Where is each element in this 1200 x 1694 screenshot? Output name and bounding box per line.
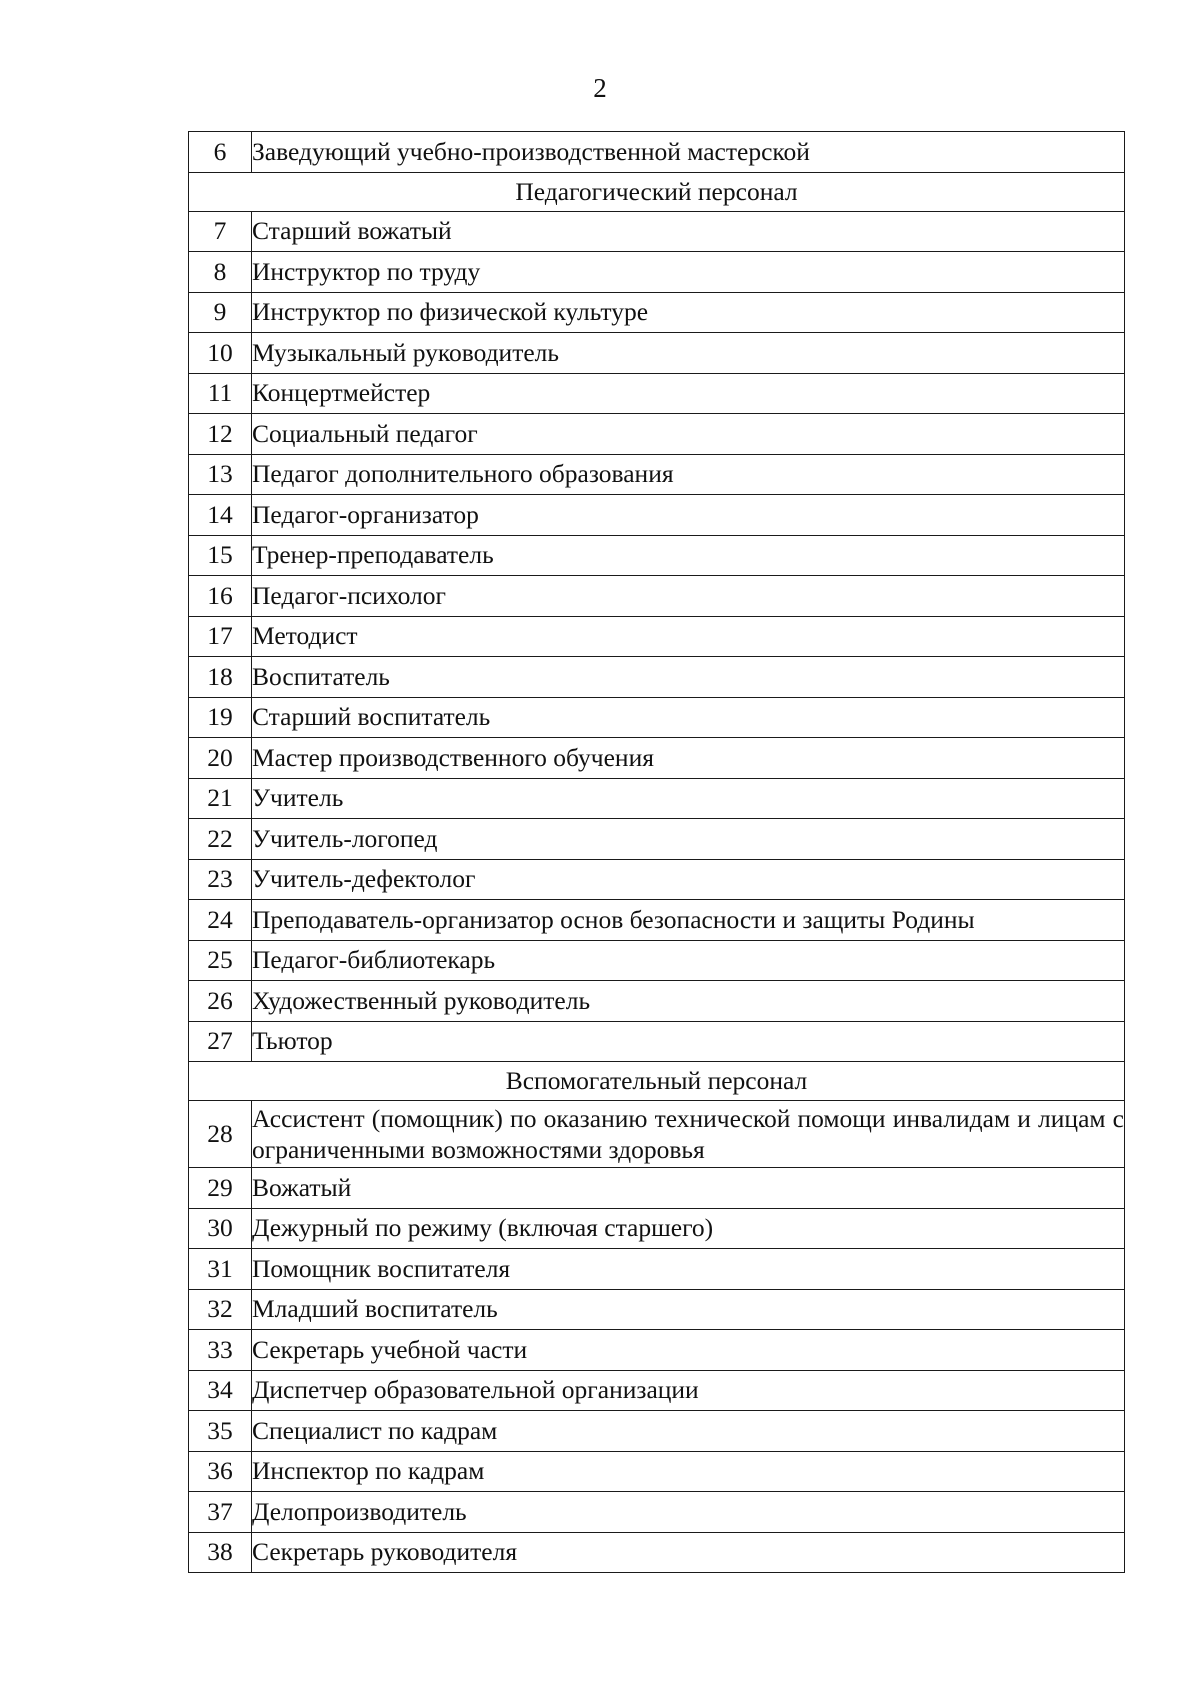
positions-table-body: [189, 132, 1125, 1573]
table-row: [189, 738, 1125, 779]
table-row: [189, 1168, 1125, 1209]
position-title: Педагог-организатор: [252, 495, 1125, 536]
table-row: [189, 1451, 1125, 1492]
position-title: Дежурный по режиму (включая старшего): [252, 1208, 1125, 1249]
row-number: 29: [189, 1168, 252, 1209]
table-row: [189, 940, 1125, 981]
table-row: [189, 1532, 1125, 1573]
row-number: 33: [189, 1330, 252, 1371]
table-row: [189, 1411, 1125, 1452]
position-title: Помощник воспитателя: [252, 1249, 1125, 1290]
page-number: 2: [593, 73, 607, 103]
row-number: 7: [189, 211, 252, 252]
table-row: [189, 1249, 1125, 1290]
row-number: 28: [189, 1101, 252, 1168]
table-row: [189, 657, 1125, 698]
table-row: [189, 414, 1125, 455]
table-row: [189, 292, 1125, 333]
position-title: Педагог-психолог: [252, 576, 1125, 617]
position-title: Педагог-библиотекарь: [252, 940, 1125, 981]
row-number: 15: [189, 535, 252, 576]
position-title: Секретарь руководителя: [252, 1532, 1125, 1573]
position-title: Тьютор: [252, 1021, 1125, 1062]
position-title: Тренер-преподаватель: [252, 535, 1125, 576]
position-title: Учитель: [252, 778, 1125, 819]
row-number: 36: [189, 1451, 252, 1492]
row-number: 27: [189, 1021, 252, 1062]
position-title: Младший воспитатель: [252, 1289, 1125, 1330]
table-row: [189, 252, 1125, 293]
table-row: [189, 1208, 1125, 1249]
row-number: 24: [189, 900, 252, 941]
position-title: Мастер производственного обучения: [252, 738, 1125, 779]
position-title: Инспектор по кадрам: [252, 1451, 1125, 1492]
row-number: 37: [189, 1492, 252, 1533]
position-title: Педагог дополнительного образования: [252, 454, 1125, 495]
table-row: [189, 1289, 1125, 1330]
position-title: Заведующий учебно-производственной мастерской: [252, 132, 1125, 173]
row-number: 11: [189, 373, 252, 414]
section-header-row: [189, 1062, 1125, 1101]
table-row: [189, 1370, 1125, 1411]
row-number: 34: [189, 1370, 252, 1411]
row-number: 16: [189, 576, 252, 617]
position-title: Концертмейстер: [252, 373, 1125, 414]
position-title: Воспитатель: [252, 657, 1125, 698]
row-number: 25: [189, 940, 252, 981]
table-row: [189, 373, 1125, 414]
position-title: Учитель-дефектолог: [252, 859, 1125, 900]
position-title: Специалист по кадрам: [252, 1411, 1125, 1452]
row-number: 21: [189, 778, 252, 819]
table-row: [189, 1021, 1125, 1062]
row-number: 10: [189, 333, 252, 374]
row-number: 19: [189, 697, 252, 738]
position-title: Социальный педагог: [252, 414, 1125, 455]
table-row: [189, 454, 1125, 495]
table-row: [189, 495, 1125, 536]
position-title: Инструктор по труду: [252, 252, 1125, 293]
table-row: [189, 616, 1125, 657]
position-title: Музыкальный руководитель: [252, 333, 1125, 374]
position-title: Ассистент (помощник) по оказанию технической помощи инвалидам и лицам с ограниченными возможностями здоровья: [252, 1101, 1125, 1168]
row-number: 32: [189, 1289, 252, 1330]
row-number: 31: [189, 1249, 252, 1290]
table-row: [189, 333, 1125, 374]
table-row: [189, 576, 1125, 617]
row-number: 14: [189, 495, 252, 536]
row-number: 20: [189, 738, 252, 779]
position-title: Старший вожатый: [252, 211, 1125, 252]
section-header: Вспомогательный персонал: [189, 1062, 1125, 1101]
position-title: Диспетчер образовательной организации: [252, 1370, 1125, 1411]
table-row: [189, 778, 1125, 819]
position-title: Методист: [252, 616, 1125, 657]
position-title: Вожатый: [252, 1168, 1125, 1209]
table-row: [189, 900, 1125, 941]
table-row: [189, 535, 1125, 576]
row-number: 12: [189, 414, 252, 455]
table-row: [189, 1492, 1125, 1533]
section-header-row: [189, 172, 1125, 211]
position-title: Инструктор по физической культуре: [252, 292, 1125, 333]
table-row: [189, 211, 1125, 252]
table-row: [189, 819, 1125, 860]
row-number: 22: [189, 819, 252, 860]
position-title: Художественный руководитель: [252, 981, 1125, 1022]
row-number: 38: [189, 1532, 252, 1573]
table-row: [189, 981, 1125, 1022]
row-number: 30: [189, 1208, 252, 1249]
position-title: Преподаватель-организатор основ безопасности и защиты Родины: [252, 900, 1125, 941]
section-header: Педагогический персонал: [189, 172, 1125, 211]
table-row: [189, 697, 1125, 738]
row-number: 8: [189, 252, 252, 293]
row-number: 18: [189, 657, 252, 698]
position-title: Старший воспитатель: [252, 697, 1125, 738]
positions-table: [188, 131, 1125, 1573]
row-number: 13: [189, 454, 252, 495]
row-number: 35: [189, 1411, 252, 1452]
table-row: [189, 1330, 1125, 1371]
table-row: [189, 859, 1125, 900]
row-number: 26: [189, 981, 252, 1022]
row-number: 9: [189, 292, 252, 333]
position-title: Учитель-логопед: [252, 819, 1125, 860]
position-title: Делопроизводитель: [252, 1492, 1125, 1533]
row-number: 17: [189, 616, 252, 657]
position-title: Секретарь учебной части: [252, 1330, 1125, 1371]
table-row: [189, 132, 1125, 173]
row-number: 23: [189, 859, 252, 900]
row-number: 6: [189, 132, 252, 173]
table-row: [189, 1101, 1125, 1168]
